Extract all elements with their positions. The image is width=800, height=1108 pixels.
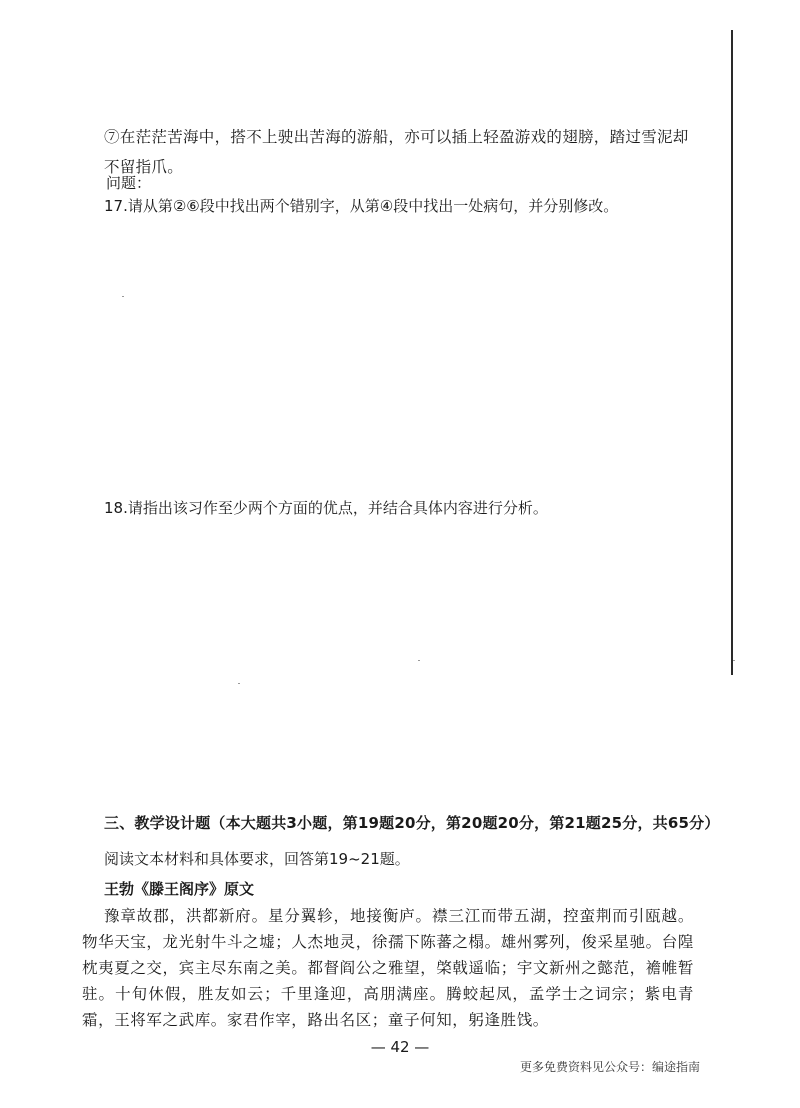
instruction-text: 阅读文本材料和具体要求，回答第19~21题。 bbox=[104, 850, 410, 868]
section-3-heading: 三、教学设计题（本大题共3小题，第19题20分，第20题20分，第21题25分，共65分） bbox=[104, 814, 720, 832]
question-18: 18.请指出该习作至少两个方面的优点，并结合具体内容进行分析。 bbox=[104, 499, 548, 517]
question-label: 问题： bbox=[106, 174, 152, 192]
footer-note: 更多免费资料见公众号：编途指南 bbox=[519, 1060, 700, 1074]
paragraph-7: ⑦在茫茫苦海中，搭不上驶出苦海的游船，亦可以插上轻盈游戏的翅膀，踏过雪泥却不留指爪。 bbox=[104, 128, 689, 176]
scan-speck bbox=[238, 683, 240, 684]
scan-speck bbox=[733, 660, 735, 661]
source-body: 豫章故郡，洪都新府。星分翼轸，地接衡庐。襟三江而带五湖，控蛮荆而引瓯越。物华天宝，龙光射牛斗之墟；人杰地灵，徐孺下陈蕃之榻。雄州雾列，俊采星驰。台隍枕夷夏之交，宾主尽东南之美。都督阎公之雅望，棨戟遥临；宇文新州之懿范，襜帷暂驻。十旬休假，胜友如云；千里逢迎，高朋满座。腾蛟起凤，孟学士之词宗；紫电青霜，王将军之武库。家君作宰，路出名区；童子何知，躬逢胜饯。 bbox=[82, 907, 694, 1029]
source-title: 王勃《滕王阁序》原文 bbox=[104, 880, 255, 898]
scan-speck bbox=[418, 660, 420, 661]
page-number: — 42 — bbox=[370, 1038, 430, 1056]
question-17: 17.请从第②⑥段中找出两个错别字，从第④段中找出一处病句，并分别修改。 bbox=[104, 197, 619, 215]
binding-margin-line bbox=[731, 30, 733, 675]
scan-speck bbox=[122, 296, 124, 297]
